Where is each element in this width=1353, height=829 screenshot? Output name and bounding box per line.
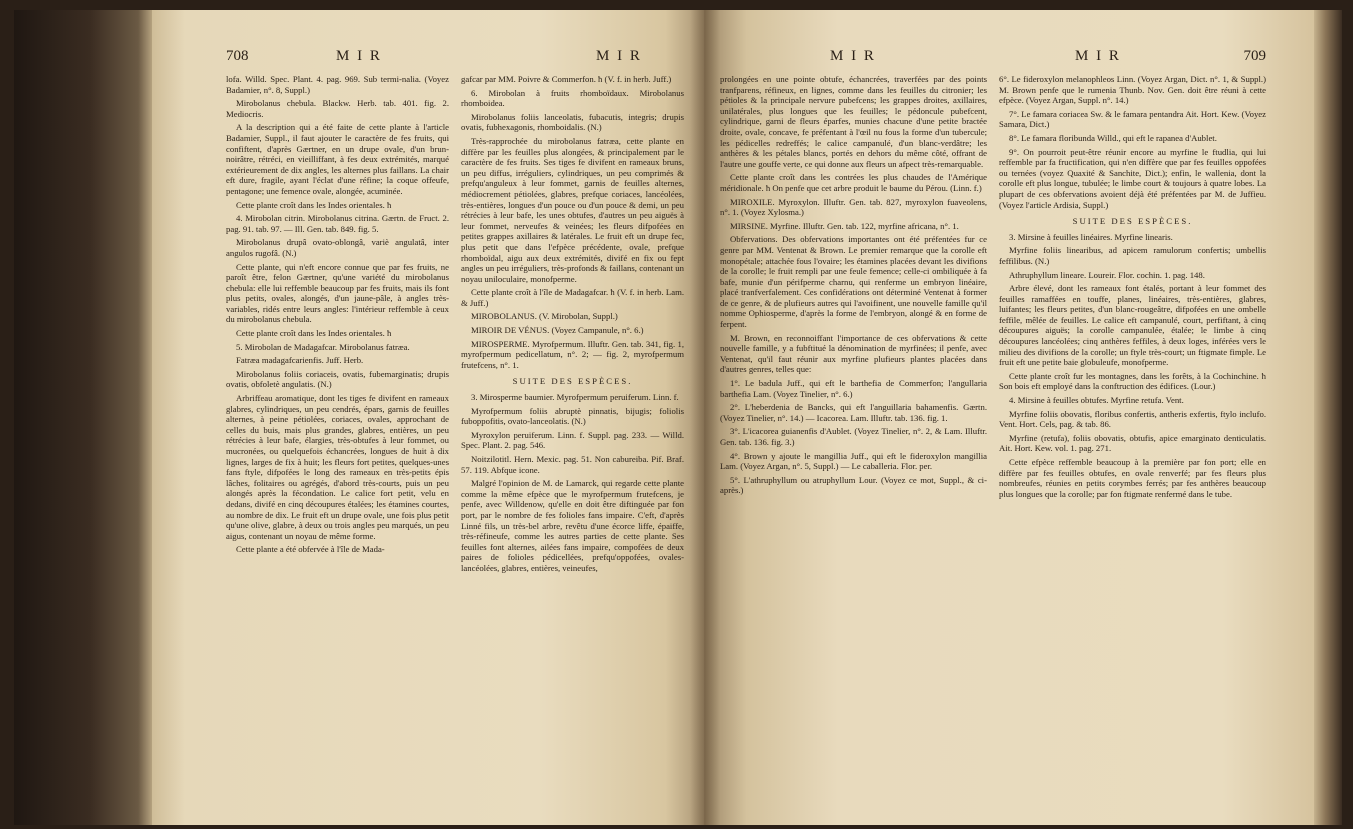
paragraph: Cette plante, qui n'eft encore connue que par fes fruits, ne paroît être, felon Gærtner, qu'une variété du mirobolanus chebula: elle lui reffemble beaucoup par fes fruits, mais ils font plus petits, ovales, alongés, d'un jaune-pâle, à angles très-variables, ridés entre leurs angles: l'intérieur reffemble à ceux du mirobolanus chebula. bbox=[226, 261, 449, 325]
paragraph: 3°. L'icacorea guianenfis d'Aublet. (Voyez Tinelier, n°. 2, & Lam. Illuftr. Gen. tab. 136. fig. 3.) bbox=[720, 426, 987, 447]
section-heading: SUITE DES ESPÈCES. bbox=[1072, 216, 1193, 227]
paragraph: Myrfine foliis obovatis, floribus confertis, antheris exfertis, ftylo inclufo. Vent. Hort. Cels, pag. & tab. 86. bbox=[999, 408, 1266, 430]
book-edge-left bbox=[14, 10, 152, 825]
paragraph: gafcar par MM. Poivre & Commerfon. ħ (V. f. in herb. Juff.) bbox=[461, 74, 672, 84]
paragraph: 3. Mirsine à feuilles linéaires. Myrfine linearis. bbox=[1009, 231, 1173, 242]
running-head-word: M I R bbox=[830, 48, 876, 64]
paragraph: MIROXILE. Myroxylon. Illuftr. Gen. tab. 827, myroxylon fuaveolens, n°. 1. (Voyez Xylosma.) bbox=[720, 196, 987, 218]
paragraph: Cette plante croît fur les montagnes, dans les forêts, à la Cochinchine. ħ Son bois eft employé dans la conftruction des édifices. (Lour.) bbox=[999, 370, 1266, 392]
paragraph: Arbriffeau aromatique, dont les tiges fe divifent en rameaux glabres, cylindriques, un peu cendrés, épars, garnis de feuilles alternes, à peine pétiolées, coriaces, ovales, approchant de celles du buis, mais plus grandes, glabres, entières, un peu rétrécies à leur bafe, élargies, très-obtufes à leur fommet, ou mucronées, ou quelquefois échancrées, longues de huit à dix lignes, larges de fix à huit; les fleurs fort petites, quelques-unes fans ftyle, difpofées le long des rameaux en très-petits épis lâches, folitaires ou agrégés, d'abord très-courts, puis un peu alongés après la fécondation. Le calice fort petit, velu en dedans, divifé en cinq découpures étalées; les étamines courtes, au nombre de dix. Le fruit eft un drupe ovale, une fois plus petit qu'une olive, glabre, à deux ou trois angles peu marqués, un peu aigus, contenant un noyau de même forme. bbox=[226, 393, 449, 541]
paragraph: 5. Mirobolan de Madagafcar. Mirobolanus fatræa. bbox=[236, 341, 410, 352]
running-head-word: M I R bbox=[1075, 48, 1121, 64]
text-column bbox=[999, 74, 1266, 502]
paragraph: prolongées en une pointe obtufe, échancrées, traverfées par des points tranfparens, réfineux, en lignes, comme dans les feuilles du citronier; les pétioles & la principale nervure pubefcens; les grappes droites, axillaires, unilatérales, plus longues que les feuilles; le pédoncule pubefcent, cylindrique, garni de fleurs éparfes, munies chacune d'une petite bractée droite, ovale, concave, fe préfentant à l'œil nu fous la forme d'un tubercule; les pédicelles redreffés; le calice campanulé, d'un blanc-verdâtre; les anthères & les pétales blancs, portés en dehors du même côté, offrant de l'autre une gouffe verte, ce qui donne aux fleurs un afpect très-remarquable. bbox=[720, 74, 987, 169]
book-edge-right bbox=[1314, 10, 1342, 825]
paragraph: 5°. L'athruphyllum ou atruphyllum Lour. (Voyez ce mot, Suppl., & ci-après.) bbox=[720, 474, 987, 496]
page-number: 708 bbox=[226, 48, 249, 64]
paragraph: Malgré l'opinion de M. de Lamarck, qui regarde cette plante comme la même efpèce que le myrofpermum frutefcens, je penfe, avec Willdenow, qu'elle en doit être diftinguée par fon port, par le nombre de fes folioles fans impaire. C'eft, d'après Linné fils, un très-bel arbre, revêtu d'une écorce liffe, épaiffe, très-réfineufe, comme les autres parties de cette plante. Ses feuilles font alternes, ailées fans impaire, compofées de deux paires de folioles pédicellées, prefqu'oppofées, ovales-lancéolées, glabres, entières, veineufes, bbox=[461, 478, 684, 573]
paragraph: Cette plante croît dans les contrées les plus chaudes de l'Amérique méridionale. ħ On penfe que cet arbre produit le baume du Pérou. (Linn. f.) bbox=[720, 172, 987, 193]
paragraph: 4°. Brown y ajoute le mangillia Juff., qui eft le fideroxylon mangillia Lam. (Voyez Argan, n°. 5, Suppl.) — Le caballeria. Flor. per. bbox=[720, 450, 987, 472]
paragraph: MIROSPERME. Myrofpermum. Illuftr. Gen. tab. 341, fig. 1, myrofpermum pedicellatum, n°. 2; — fig. 2, myrofpermum frutefcens, n°. 1. bbox=[461, 338, 684, 370]
paragraph: 6. Mirobolan à fruits rhomboïdaux. Mirobolanus rhomboidea. bbox=[461, 87, 684, 109]
paragraph: Fatræa madagafcarienfis. Juff. Herb. bbox=[236, 355, 364, 366]
paragraph: 6°. Le fideroxylon melanophleos Linn. (Voyez Argan, Dict. n°. 1, & Suppl.) M. Brown penfe que le rumenia Thunb. Nov. Gen. doit être réuni à cette efpèce. (Voyez Argan, Suppl. n°. 14.) bbox=[999, 74, 1266, 106]
open-book bbox=[14, 10, 1342, 825]
paragraph: Cette plante croît à l'île de Madagafcar. ħ (V. f. in herb. Lam. & Juff.) bbox=[461, 287, 684, 308]
paragraph: lofa. Willd. Spec. Plant. 4. pag. 969. Sub termi-nalia. (Voyez Badamier, n°. 8, Suppl.) bbox=[226, 74, 449, 95]
paragraph: Cette efpèce reffemble beaucoup à la première par fon port; elle en diffère par fes feuilles obtufes, en ovale renverfé; par fes fleurs plus nombreufes, réunies en petits corymbes ferrés; par fes anthères beaucoup plus longues que la corolle; par fon ftigmate renfermé dans le tube. bbox=[999, 457, 1266, 499]
running-head-word: M I R bbox=[596, 48, 642, 64]
paragraph: 3. Mirosperme baumier. Myrofpermum peruiferum. Linn. f. bbox=[471, 392, 679, 403]
running-head-left-page bbox=[226, 48, 684, 74]
paragraph: M. Brown, en reconnoiffant l'importance de ces obfervations & cette nouvelle famille, y a fubftitué la dénomination de myrfinées; il penfe, avec Ventenat, qu'il faut réunir aux myrfine plufieurs plantes placées dans d'autres genres, telles que: bbox=[720, 332, 987, 375]
paragraph: Obfervations. Des obfervations importantes ont été préfentées fur ce genre par MM. Ventenat & Brown. Le premier remarque que la corolle eft monopétale; attachée fous l'ovaire; les étamines placées devant les divifions de la corolle; le fruit rempli par une feule femence; celle-ci ombiliquée à fa bafe, munie d'un périfperme charnu, qui renferme un embryon linéaire, placé tranfverfalement. Ces confidérations ont déterminé Ventenat à former de ce genre, & de plufieurs autres qui l'avoifinent, une nouvelle famille qu'il nomme Ophiosperme, d'après la forme de l'embryon, alongé & en forme de ferpent. bbox=[720, 234, 987, 330]
paragraph: MIROIR DE VÉNUS. (Voyez Campanule, n°. 6.) bbox=[471, 325, 644, 336]
paragraph: 8°. Le famara floribunda Willd., qui eft le rapanea d'Aublet. bbox=[1009, 132, 1217, 143]
paragraph: Arbre élevé, dont les rameaux font étalés, portant à leur fommet des feuilles ramaffées en touffe, planes, linéaires, très-entières, glabres, luifantes; les fleurs petites, d'un blanc-rougeâtre, difpofées en une ombelle feffile, mêlée de feuilles. Le calice eft campanulé, court, perfiftant, à cinq découpures aiguës; la corolle campanulée, étalée; le limbe à cinq découpures lancéolées; cinq anthères feffiles, à deux loges, inférées vers le milieu des divifions de la corolle; un ftyle très-court; un ftigmate fimple. Le fruit eft une petite baie globuleufe, monofperme. bbox=[999, 283, 1266, 368]
paragraph: MIRSINE. Myrfine. Illuftr. Gen. tab. 122, myrfine africana, n°. 1. bbox=[730, 220, 959, 231]
paragraph: MIROBOLANUS. (V. Mirobolan, Suppl.) bbox=[471, 311, 618, 322]
text-column bbox=[720, 74, 987, 502]
paragraph: Myrfine foliis linearibus, ad apicem ramulorum confertis; umbellis feffilibus. (N.) bbox=[999, 245, 1266, 266]
paragraph: Athruphyllum lineare. Loureir. Flor. cochin. 1. pag. 148. bbox=[1009, 269, 1205, 280]
paragraph: Mirobolanus drupâ ovato-oblongâ, variè angulatâ, inter angulos rugofâ. (N.) bbox=[226, 237, 449, 258]
running-head-word: M I R bbox=[336, 48, 382, 64]
right-page bbox=[704, 10, 1314, 825]
paragraph: 4. Mirobolan citrin. Mirobolanus citrina. Gærtn. de Fruct. 2. pag. 91. tab. 97. — Ill. Gen. tab. 849. fig. 5. bbox=[226, 213, 449, 234]
paragraph: 9°. On pourroit peut-être réunir encore au myrfine le ftudlia, qui lui reffemble par fa fructification, qui n'en diffère que par fes feuilles oppofées ou ternées (voyez Quaxité & Sanchite, Dict.); enfin, le wallenia, dont la corolle eft plus longue, tubulée; le limbe court & toujours à quatre lobes. La plupart de ces obfervations avoient déjà été préfentées par M. de Juffieu. (Voyez l'article Ardisia, Suppl.) bbox=[999, 146, 1266, 210]
paragraph: Mirobolanus chebula. Blackw. Herb. tab. 401. fig. 2. Mediocris. bbox=[226, 98, 449, 119]
paragraph: 1°. Le badula Juff., qui eft le barthefia de Commerfon; l'angullaria barthefia Lam. (Voyez Tinelier, n°. 6.) bbox=[720, 378, 987, 399]
paragraph: Myroxylon peruiferum. Linn. f. Suppl. pag. 233. — Willd. Spec. Plant. 2. pag. 546. bbox=[461, 429, 684, 451]
paragraph: 2°. L'heberdenia de Bancks, qui eft l'anguillaria bahamenfis. Gærtn. (Voyez Tinelier, n°. 14.) — Icacorea. Lam. Illuftr. tab. 136. fig. 1. bbox=[720, 402, 987, 423]
text-column bbox=[226, 74, 449, 577]
text-column bbox=[461, 74, 684, 577]
paragraph: Cette plante croît dans les Indes orientales. ħ bbox=[236, 199, 392, 210]
paragraph: Myrofpermum foliis abruptè pinnatis, bijugis; foliolis fuboppofitis, ovato-lanceolatis. (N.) bbox=[461, 405, 684, 427]
page-number: 709 bbox=[1243, 48, 1266, 64]
running-head-right-page bbox=[720, 48, 1266, 74]
paragraph: 4. Mirsine à feuilles obtufes. Myrfine retufa. Vent. bbox=[1009, 395, 1184, 406]
paragraph: Mirobolanus foliis lanceolatis, fubacutis, integris; drupis ovatis, fubhexagonis, rhomboidalis. (N.) bbox=[461, 111, 684, 133]
paragraph: Noitzilotitl. Hern. Mexic. pag. 51. Non cabureiba. Pif. Braf. 57. 119. Abfque icone. bbox=[461, 454, 684, 475]
paragraph: Cette plante a été obfervée à l'île de Mada- bbox=[236, 544, 385, 555]
left-page bbox=[152, 10, 704, 825]
paragraph: 7°. Le famara coriacea Sw. & le famara pentandra Ait. Hort. Kew. (Voyez Samara, Dict.) bbox=[999, 108, 1266, 130]
paragraph: Très-rapprochée du mirobolanus fatræa, cette plante en diffère par les feuilles plus alongées, & principalement par le caractère de fes fruits. Ses tiges fe divifent en rameaux bruns, un peu diffus, irréguliers, cylindriques, un peu comprimés & prefqu'anguleux à leur fommet, garnis de feuilles alternes, médiocrement pétiolées, glabres, prefque coriaces, lancéolées, très-entières, longues d'un pouce ou d'un pouce & demi, un peu rétrécies à leur bafe, les unes obtufes, d'autres un peu aiguës à leur fommet, nerveufes & veinées; les fleurs difpofées en petites grappes axillaires & latérales. Le fruit eft un drupe fec, plus petit que dans l'efpèce précédente, ovale, prefque rhomboïdal, aigu aux deux extrémités, divifé en fix ou fept angles un peu irréguliers, très-profonds & faillans, contenant un noyau uniloculaire, monofperme. bbox=[461, 135, 684, 284]
paragraph: Myrfine (retufa), foliis obovatis, obtufis, apice emarginato denticulatis. Ait. Hort. Kew. vol. 1. pag. 271. bbox=[999, 432, 1266, 454]
paragraph: Mirobolanus foliis coriaceis, ovatis, fubemarginatis; drupis ovatis, obfoletè angulatis. (N.) bbox=[226, 368, 449, 390]
paragraph: A la description qui a été faite de cette plante à l'article Badamier, Suppl., il faut ajouter le caractère de fes fruits, qui confiftent, d'après Gærtner, en un drupe ovale, d'un brun-noirâtre, rétréci, en vieilliffant, à fes deux extrémités, marqué extérieurement de dix angles, les alternes plus faillans. La chair eft dure, fragile, ayant l'éclat d'une réfine; la coque offeufe, pentagone; une femence ovale, alongée, acuminée. bbox=[226, 122, 449, 196]
section-heading: SUITE DES ESPÈCES. bbox=[512, 376, 633, 387]
book-gutter bbox=[690, 10, 720, 825]
paragraph: Cette plante croît dans les Indes orientales. ħ bbox=[236, 328, 392, 339]
